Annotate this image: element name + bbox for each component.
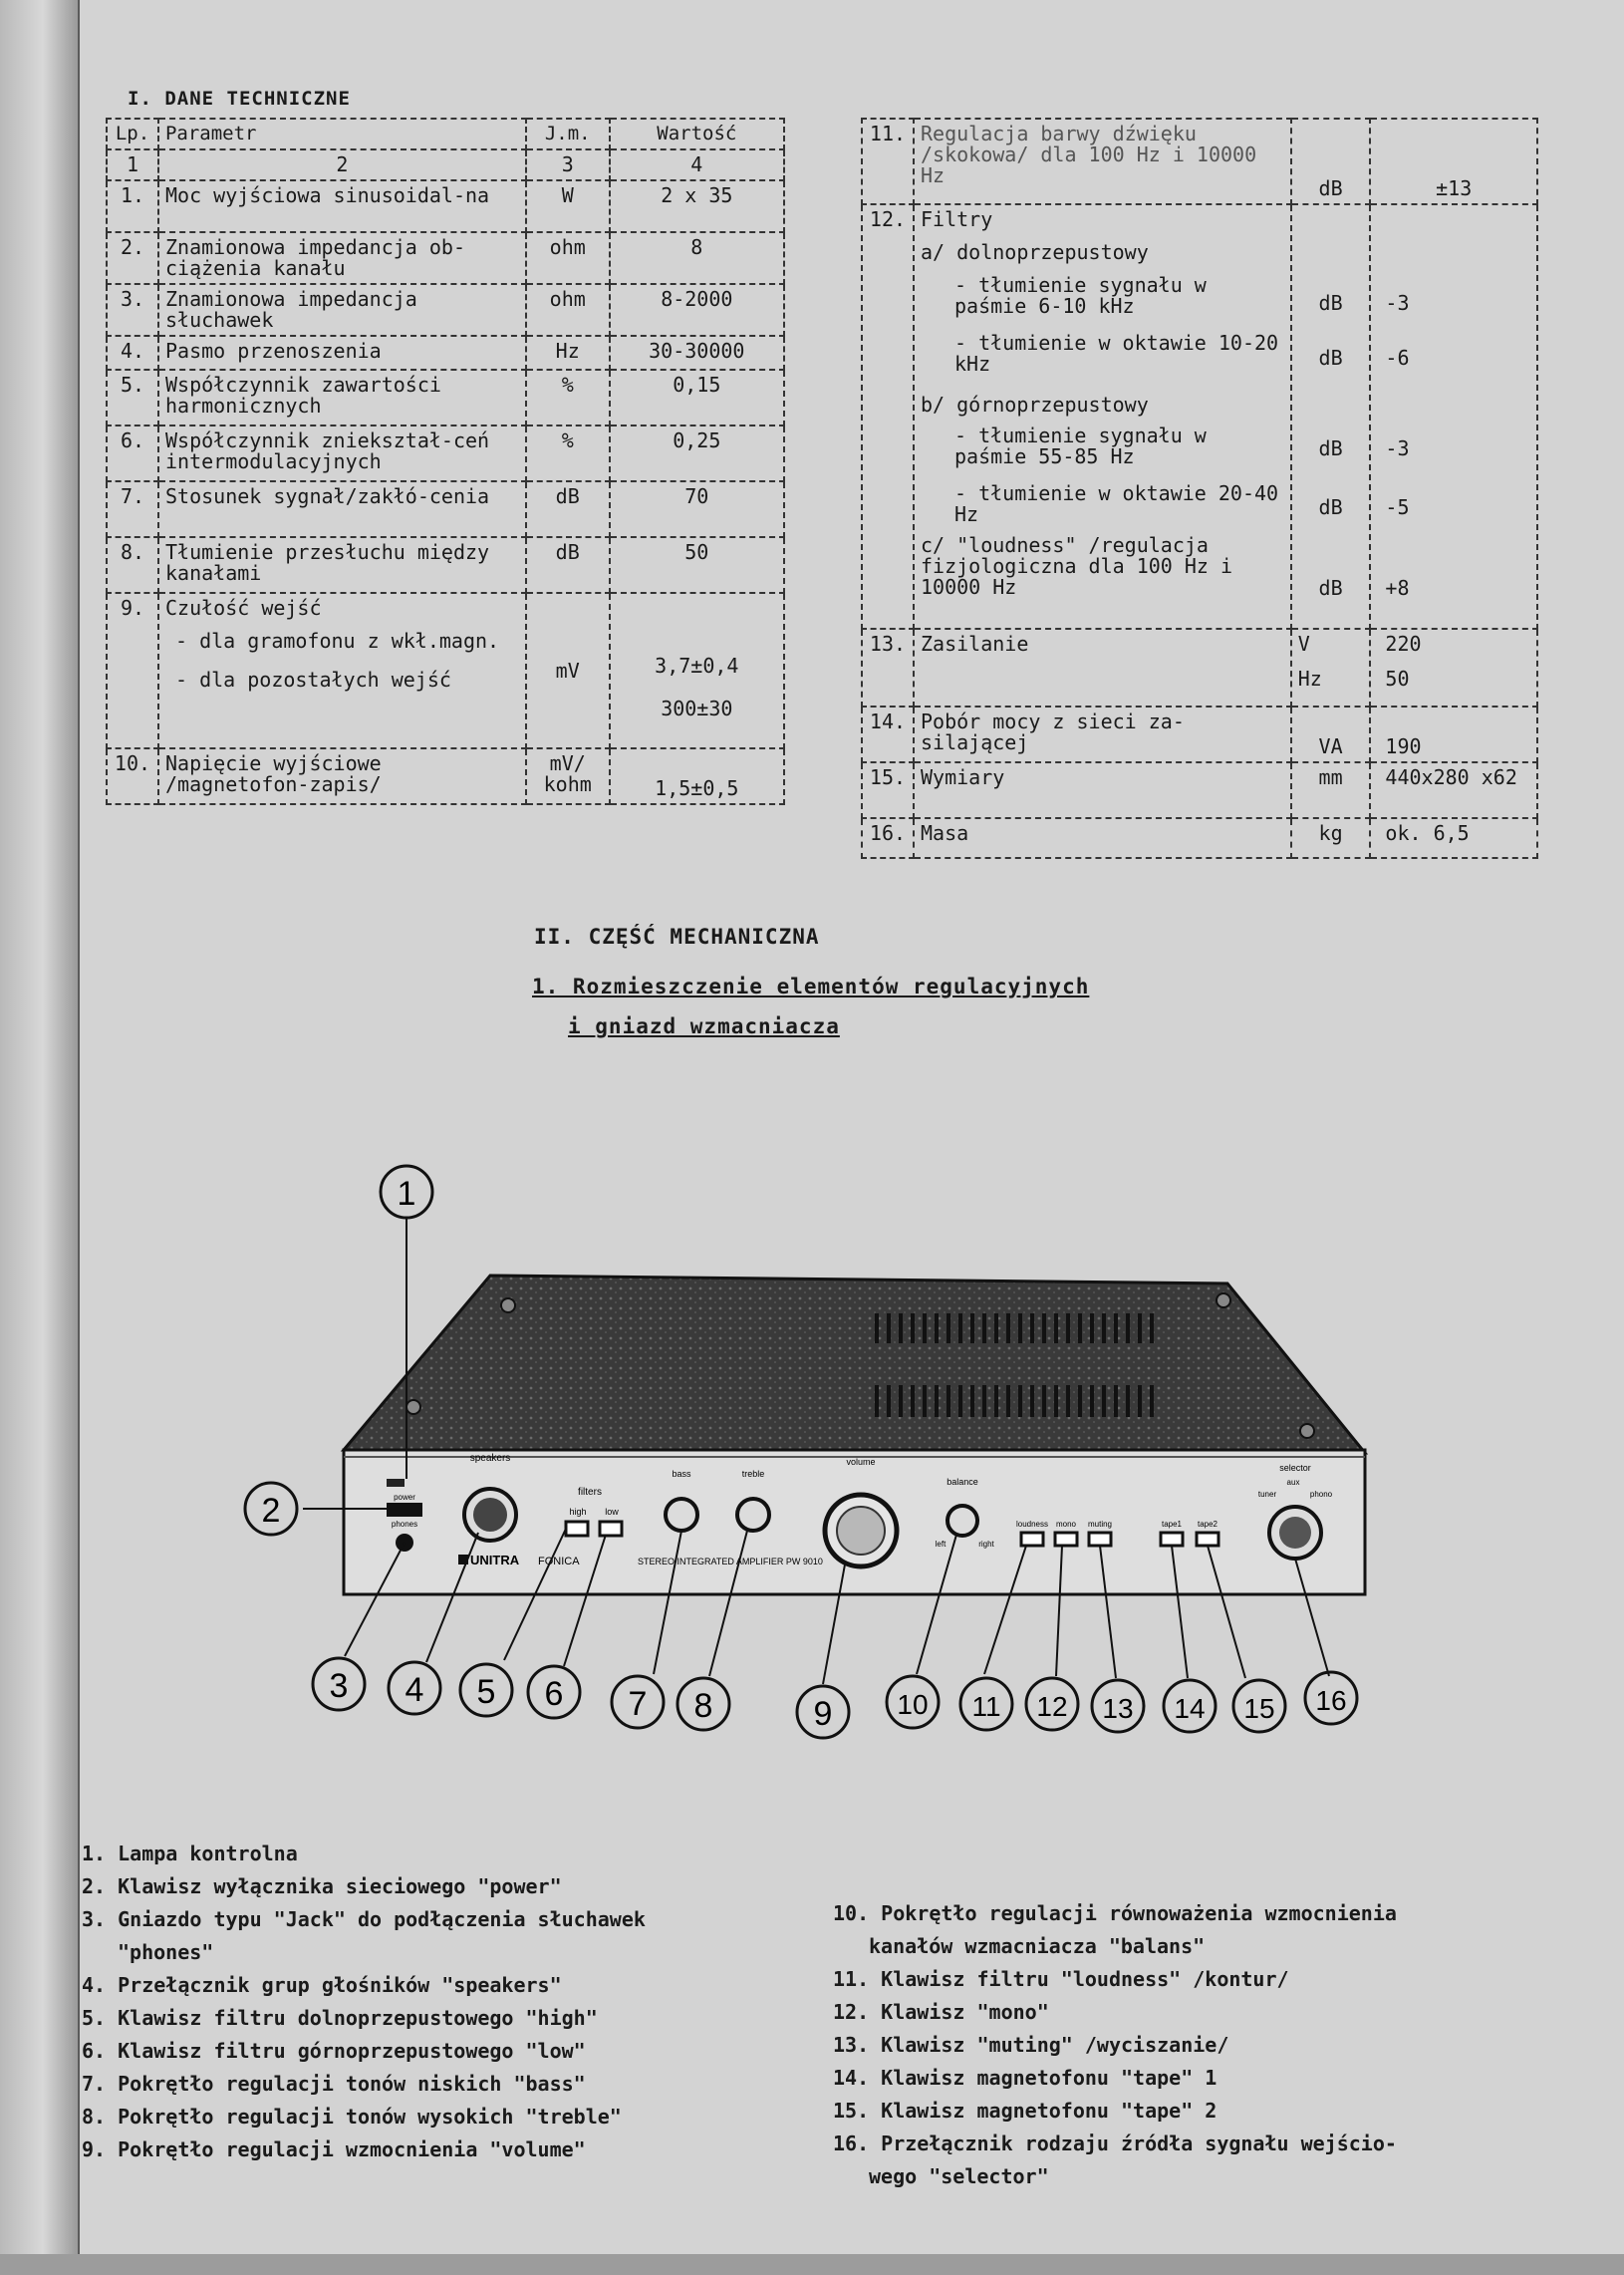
row-param: Tłumienie przesłuchu między kanałami [158,537,526,593]
filter-c-unit: dB [1318,576,1343,600]
row13-value-v: 220 [1385,632,1422,656]
section2-subtitle-line1: 1. Rozmieszczenie elementów regulacyjnych [532,975,1090,998]
row-lp: 10. [107,748,158,804]
callout-14 [1164,1680,1216,1732]
row-param: Stosunek sygnał/zakłó-cenia [158,481,526,537]
screw-icon [406,1400,420,1414]
row-value: 30-30000 [610,336,784,370]
low-filter-button[interactable] [600,1522,622,1536]
row-lp: 2. [107,232,158,284]
row-unit: dB [526,481,610,537]
row-value: 440x280 x62 [1370,762,1537,818]
row-unit: W [526,180,610,232]
row-param: Moc wyjściowa sinusoidal-na [158,180,526,232]
filter-a: a/ dolnoprzepustowy [920,240,1149,264]
row-lp: 15. [862,762,914,818]
row13-unit-hz: Hz [1297,667,1322,691]
callout-13 [1092,1680,1144,1732]
callout-6 [528,1666,580,1718]
filter-a1-unit: dB [1318,291,1343,315]
header-wartosc: Wartość [610,119,784,149]
treble-label: treble [741,1469,765,1479]
right-label: right [978,1540,994,1549]
legend-item: "phones" [118,1940,214,1964]
row-param: Pobór mocy z sieci za-silającej [914,707,1291,762]
row-lp: 1. [107,180,158,232]
row-param: Regulacja barwy dźwięku /skokowa/ dla 100 Hz i 10000 Hz [914,119,1291,204]
legend-item: 15. Klawisz magnetofonu "tape" 2 [833,2099,1218,2123]
row-value-b: 300±30 [661,697,733,720]
filter-a1: - tłumienie sygnału w paśmie 6-10 kHz [953,273,1207,318]
callout-number: 2 [261,1492,281,1530]
callout-number: 8 [693,1687,713,1725]
row-lp: 11. [862,119,914,204]
filter-a2-value: -6 [1385,346,1410,370]
filters-label: filters [578,1487,602,1498]
callout-number: 3 [329,1667,349,1705]
section2-title: II. CZĘŚĆ MECHANICZNA [534,925,820,949]
row-param: Współczynnik zniekształ-ceń intermodulacyjnych [158,426,526,481]
row-value: 1,5±0,5 [610,748,784,804]
loudness-button[interactable] [1021,1533,1043,1546]
row-lp: 16. [862,818,914,858]
filter-b: b/ górnoprzepustowy [920,393,1149,417]
colnum-3: 3 [526,149,610,180]
legend-item: 1. Lampa kontrolna [82,1842,298,1865]
row-lp: 13. [862,629,914,707]
row-unit: VA [1291,707,1371,762]
legend-item: 4. Przełącznik grup głośników "speakers" [82,1973,562,1997]
legend-item: 3. Gniazdo typu "Jack" do podłączenia słuchawek [82,1907,646,1931]
callout-number: 13 [1102,1693,1134,1724]
header-jm: J.m. [526,119,610,149]
muting-label: muting [1087,1520,1113,1529]
row-lp: 7. [107,481,158,537]
brand-name: UNITRA [470,1553,520,1567]
row-param-title: Czułość wejść [164,596,322,620]
tape1-button[interactable] [1161,1533,1183,1546]
phones-label: phones [391,1520,418,1529]
row-unit: ohm [526,232,610,284]
volume-label: volume [846,1457,876,1467]
row-value-a: 3,7±0,4 [655,654,739,678]
row-value: 8 [610,232,784,284]
power-label: power [394,1493,415,1502]
balance-label: balance [947,1477,978,1487]
legend-left [82,1838,646,2166]
callout-11 [960,1678,1012,1730]
row-param: Zasilanie [914,629,1291,707]
callout-3 [313,1658,365,1710]
bass-knob[interactable] [666,1499,697,1531]
bass-label: bass [672,1469,691,1479]
callout-12 [1026,1678,1078,1730]
callout-1 [381,1166,432,1218]
row-param: Masa [914,818,1291,858]
row-unit: kg [1291,818,1371,858]
colnum-2: 2 [158,149,526,180]
row-sub-a: - dla gramofonu z wkł.magn. [174,629,500,653]
row-lp: 14. [862,707,914,762]
row-lp: 5. [107,370,158,426]
row-param: Wymiary [914,762,1291,818]
row-value: 8-2000 [610,284,784,336]
power-lamp [387,1479,405,1487]
row-param-title: Filtry [920,207,993,231]
callout-number: 10 [897,1689,929,1720]
tape2-label: tape2 [1197,1520,1218,1529]
row-value: 2 x 35 [610,180,784,232]
row-lp: 6. [107,426,158,481]
section2-subtitle-line2: i gniazd wzmacniacza [568,1014,840,1038]
legend-item: 14. Klawisz magnetofonu "tape" 1 [833,2066,1218,2090]
row-unit: mV/ kohm [526,748,610,804]
balance-knob[interactable] [947,1506,977,1536]
callout-number: 6 [544,1675,564,1713]
legend-item: 11. Klawisz filtru "loudness" /kontur/ [833,1967,1289,1991]
row-unit: % [526,370,610,426]
loudness-label: loudness [1015,1520,1049,1529]
filter-a2: - tłumienie w oktawie 10-20 kHz [953,331,1279,376]
callout-number: 12 [1036,1691,1068,1722]
row-value: ±13 [1370,119,1537,204]
row13-unit-v: V [1297,632,1310,656]
legend-item: 9. Pokrętło regulacji wzmocnienia "volume" [82,2137,586,2161]
mono-label: mono [1055,1520,1077,1529]
legend-item: 5. Klawisz filtru dolnoprzepustowego "high" [82,2006,598,2030]
legend-item: 10. Pokrętło regulacji równoważenia wzmocnienia [833,1901,1397,1925]
row-unit: dB [1291,119,1371,204]
row-unit: mV [526,593,610,748]
power-button[interactable] [387,1503,422,1517]
legend-item: 12. Klawisz "mono" [833,2000,1049,2024]
row-value: 190 [1370,707,1537,762]
callout-number: 15 [1243,1693,1275,1724]
legend-item: 13. Klawisz "muting" /wyciszanie/ [833,2033,1229,2057]
legend-item: 6. Klawisz filtru górnoprzepustowego "low" [82,2039,586,2063]
high-label: high [569,1507,587,1517]
phono-label: phono [1309,1490,1333,1499]
row-value: ok. 6,5 [1370,818,1537,858]
callout-number: 5 [476,1673,496,1711]
row-sub-b: - dla pozostałych wejść [174,668,451,692]
callout-7 [612,1676,664,1728]
legend-item: wego "selector" [869,2164,1049,2188]
callout-5 [460,1664,512,1716]
filter-c: c/ "loudness" /regulacja fizjologiczna dla 100 Hz i 10000 Hz [920,533,1233,599]
row-value: 0,25 [610,426,784,481]
colnum-1: 1 [107,149,158,180]
row-unit: Hz [526,336,610,370]
amplifier-top-cover [344,1276,1365,1453]
row-param: Napięcie wyjściowe /magnetofon-zapis/ [158,748,526,804]
header-parametr: Parametr [158,119,526,149]
legend-item: 16. Przełącznik rodzaju źródła sygnału wejścio- [833,2132,1397,2155]
filter-b1-value: -3 [1385,436,1410,460]
row-value: 0,15 [610,370,784,426]
row-lp: 8. [107,537,158,593]
legend-item: 7. Pokrętło regulacji tonów niskich "bass" [82,2072,586,2096]
speakers-label: speakers [469,1453,511,1464]
callout-10 [887,1676,939,1728]
filter-b2: - tłumienie w oktawie 20-40 Hz [953,481,1279,526]
high-filter-button[interactable] [566,1522,588,1536]
callout-8 [677,1678,729,1730]
row-value: 50 [610,537,784,593]
treble-knob[interactable] [737,1499,769,1531]
row-param: Znamionowa impedancja ob-ciążenia kanału [158,232,526,284]
callout-number: 4 [405,1671,424,1709]
legend-item: 8. Pokrętło regulacji tonów wysokich "treble" [82,2105,622,2129]
callout-4 [389,1662,440,1714]
callout-number: 1 [397,1175,416,1213]
callout-number: 11 [971,1691,1001,1722]
callout-16 [1305,1672,1357,1724]
row-unit: mm [1291,762,1371,818]
tape2-button[interactable] [1197,1533,1218,1546]
tape1-label: tape1 [1161,1520,1183,1529]
legend-item: kanałów wzmacniacza "balans" [869,1934,1206,1958]
callout-number: 16 [1315,1685,1347,1716]
muting-button[interactable] [1089,1533,1111,1546]
selector-label: selector [1279,1463,1311,1473]
low-label: low [605,1507,619,1517]
filter-a2-unit: dB [1318,346,1343,370]
callout-2 [245,1483,297,1535]
row-lp: 3. [107,284,158,336]
mono-button[interactable] [1055,1533,1077,1546]
brand-name-2: FONICA [538,1556,580,1567]
row-unit: dB [526,537,610,593]
filter-b2-value: -5 [1385,495,1410,519]
row-lp: 4. [107,336,158,370]
row-unit: ohm [526,284,610,336]
row-value: 70 [610,481,784,537]
callout-15 [1233,1680,1285,1732]
tuner-label: tuner [1257,1490,1277,1499]
row-lp: 9. [107,593,158,748]
callout-number: 14 [1174,1693,1206,1724]
row-unit: % [526,426,610,481]
row-param: Znamionowa impedancja słuchawek [158,284,526,336]
callout-number: 7 [628,1685,648,1723]
filter-a1-value: -3 [1385,291,1410,315]
legend-right [833,1897,1397,2193]
section-title: I. DANE TECHNICZNE [128,88,351,110]
row-lp: 12. [862,204,914,629]
filter-b1: - tłumienie sygnału w paśmie 55-85 Hz [953,424,1207,468]
header-lp: Lp. [107,119,158,149]
callout-number: 9 [813,1695,833,1733]
callout-9 [797,1686,849,1738]
model-name: STEREO INTEGRATED AMPLIFIER PW 9010 [638,1557,823,1566]
filter-b1-unit: dB [1318,436,1343,460]
aux-label: aux [1286,1478,1300,1487]
screw-icon [1217,1293,1230,1307]
row13-value-hz: 50 [1385,667,1410,691]
row-param: Pasmo przenoszenia [158,336,526,370]
legend-item: 2. Klawisz wyłącznika sieciowego "power" [82,1874,562,1898]
row-param: Współczynnik zawartości harmonicznych [158,370,526,426]
left-label: left [935,1540,947,1549]
filter-c-value: +8 [1385,576,1410,600]
colnum-4: 4 [610,149,784,180]
filter-b2-unit: dB [1318,495,1343,519]
screw-icon [501,1298,515,1312]
screw-icon [1300,1424,1314,1438]
